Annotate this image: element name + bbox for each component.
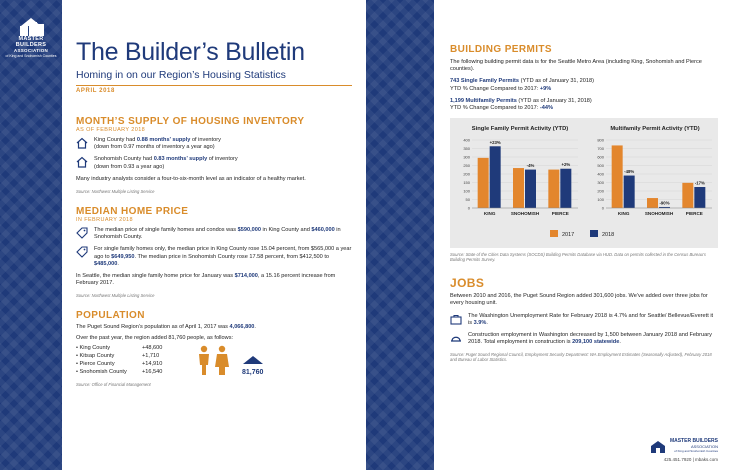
footer-logo bbox=[649, 439, 718, 454]
price-p2 bbox=[76, 246, 352, 268]
y-tick-label: 350 bbox=[463, 146, 470, 152]
bar-2017 bbox=[513, 168, 524, 208]
logo-line3: of King and Snohomish Counties bbox=[5, 54, 57, 58]
footer-brand2: ASSOCIATION bbox=[690, 444, 718, 449]
footer-brand1: MASTER BUILDERS bbox=[669, 438, 718, 444]
jobs-j1a: The Washington Unemployment Rate for February 2018 is 4.7% and for Seattle/ Bellevue/Everett it is bbox=[468, 312, 714, 326]
price-p2d: $485,000 bbox=[94, 260, 118, 267]
price-p3a: In Seattle, the median single family home price for January was bbox=[76, 273, 235, 280]
data-label: +23% bbox=[489, 140, 501, 146]
chart-title: Multifamily Permit Activity (YTD) bbox=[610, 126, 700, 133]
price-p2c: . The median price in Snohomish County rose 17.58 percent, from $412,500 to bbox=[134, 253, 330, 260]
y-tick-label: 200 bbox=[597, 188, 604, 194]
jobs-section bbox=[450, 276, 718, 362]
price-p2a: For single family homes only, the median price in King County rose 15.04 percent, from $565,000 a year ago to bbox=[94, 246, 352, 260]
pop-name: Kitsap County bbox=[79, 352, 115, 359]
x-tick-label: KING bbox=[483, 211, 496, 217]
price-p1b: $590,000 bbox=[237, 227, 261, 234]
bar-2018 bbox=[560, 169, 571, 208]
y-tick-label: 400 bbox=[463, 137, 470, 143]
hard-hat-icon bbox=[450, 332, 462, 344]
jobs-intro: Between 2010 and 2016, the Puget Sound Region added 301,600 jobs. We’ve added over three jobs for every housing unit. bbox=[450, 293, 708, 307]
list-item: • Kitsap County +1,710 bbox=[76, 352, 160, 359]
supply-note: Many industry analysts consider a four-to-six-month level as an indicator of a healthy market. bbox=[76, 175, 306, 182]
x-tick-label: KING bbox=[617, 211, 630, 217]
supply-source: Source: Northwest Multiple Listing Service bbox=[76, 189, 155, 195]
footer-brand3: of King and Snohomish Counties bbox=[674, 449, 718, 453]
y-tick-label: 700 bbox=[597, 146, 604, 152]
chart-title: Single Family Permit Activity (YTD) bbox=[471, 126, 569, 133]
permits-mf-c: YTD % Change Compared to 2017: bbox=[450, 105, 540, 112]
population-section bbox=[76, 310, 352, 386]
supply-sno-c: of inventory bbox=[207, 156, 238, 163]
pop-value: +48,600 bbox=[142, 344, 163, 351]
house-logo-icon bbox=[649, 440, 667, 454]
price-p1c: in King County and bbox=[261, 227, 312, 234]
permits-sf bbox=[450, 78, 718, 92]
bar-2018 bbox=[525, 170, 536, 208]
jobs-j2a: Construction employment in Washington decreased by 1,500 between January 2018 and February 2018. Total employment in construction is bbox=[468, 332, 712, 346]
list-item: • Snohomish County +16,540 bbox=[76, 368, 163, 375]
y-tick-label: 500 bbox=[597, 163, 604, 169]
left-column bbox=[62, 0, 366, 470]
pop-name: Pierce County bbox=[79, 360, 115, 367]
legend-swatch-2017 bbox=[550, 230, 558, 237]
price-heading: MEDIAN HOME PRICE bbox=[76, 206, 189, 218]
bar-2017 bbox=[647, 198, 658, 208]
page-subtitle: Homing in on our Region’s Housing Statistics bbox=[76, 69, 286, 81]
logo-line2: ASSOCIATION bbox=[13, 48, 49, 53]
y-tick-label: 600 bbox=[597, 154, 604, 160]
pop-name: King County bbox=[79, 344, 110, 351]
supply-sno-d: (down from 0.93 a year ago) bbox=[94, 163, 165, 170]
price-p3b: $714,000 bbox=[234, 273, 258, 280]
arrow-up-icon bbox=[243, 356, 263, 364]
permits-intro: The following building permit data is for the Seattle Metro Area (including King, Snohomish and Pierce counties). bbox=[450, 59, 702, 73]
population-list bbox=[76, 344, 186, 376]
left-blue-band bbox=[0, 0, 62, 470]
y-tick-label: 100 bbox=[463, 188, 470, 194]
bar-2018 bbox=[694, 187, 705, 208]
price-p1 bbox=[76, 227, 352, 241]
supply-snohomish bbox=[76, 156, 352, 170]
price-p2b: $649,950 bbox=[111, 253, 135, 260]
population-total-badge bbox=[242, 351, 263, 376]
price-p1d: $460,000 bbox=[311, 227, 335, 234]
bar-2017 bbox=[682, 183, 693, 208]
price-p1a: The median price of single family homes and condos was bbox=[94, 227, 238, 234]
y-tick-label: 50 bbox=[465, 197, 470, 203]
house-logo-icon bbox=[17, 18, 45, 36]
price-tag-icon bbox=[76, 227, 88, 239]
supply-heading: MONTH’S SUPPLY OF HOUSING INVENTORY bbox=[76, 116, 305, 127]
price-p3 bbox=[76, 273, 352, 287]
list-item: • King County +48,600 bbox=[76, 344, 163, 351]
mba-logo bbox=[3, 18, 59, 58]
data-label: -4% bbox=[526, 163, 535, 169]
permits-section bbox=[450, 44, 718, 112]
permits-mf bbox=[450, 98, 718, 112]
title-divider bbox=[76, 85, 352, 86]
page-title: The Builder’s Bulletin bbox=[76, 38, 305, 66]
x-tick-label: PIERCE bbox=[551, 211, 569, 217]
y-tick-label: 100 bbox=[597, 197, 604, 203]
permits-sf-d: +9% bbox=[539, 85, 552, 92]
pop-value: +16,540 bbox=[142, 368, 163, 375]
supply-sno-a: Snohomish County had bbox=[94, 156, 154, 163]
y-tick-label: 300 bbox=[597, 180, 604, 186]
price-subheading: IN FEBRUARY 2018 bbox=[76, 217, 133, 224]
permits-mf-a: 1,199 Multifamily Permits bbox=[450, 97, 517, 104]
permits-sf-b: (YTD as of January 31, 2018) bbox=[519, 78, 594, 85]
jobs-j1 bbox=[450, 313, 718, 327]
y-tick-label: 800 bbox=[597, 137, 604, 143]
supply-sno-b: 0.83 months’ supply bbox=[153, 156, 208, 163]
data-label: -48% bbox=[624, 169, 635, 175]
jobs-j1b: 3.9% bbox=[473, 319, 487, 326]
jobs-source: Source: Puget Sound Regional Council, Employment Security Department: WA Employment Estimates (Seasonally Adjusted), February 2018 and Bureau of Labor Statistics. bbox=[450, 352, 712, 363]
supply-king-a: King County had bbox=[94, 137, 137, 143]
pop-value: +1,710 bbox=[142, 352, 160, 359]
permits-charts-panel bbox=[450, 118, 718, 248]
population-p1b: 4,066,800 bbox=[229, 324, 255, 331]
permits-sf-a: 743 Single Family Permits bbox=[450, 78, 520, 85]
pop-value: +14,910 bbox=[142, 360, 163, 367]
population-p1 bbox=[76, 324, 352, 331]
bar-2018 bbox=[490, 147, 501, 209]
supply-section bbox=[76, 116, 352, 194]
jobs-j2b: 209,100 statewide bbox=[572, 339, 620, 346]
legend-2018: 2018 bbox=[602, 232, 615, 239]
list-item: • Pierce County +14,910 bbox=[76, 360, 163, 367]
population-source: Source: Office of Financial Management bbox=[76, 381, 151, 387]
permits-heading: BUILDING PERMITS bbox=[450, 44, 552, 55]
footer bbox=[649, 439, 718, 462]
population-p1a: The Puget Sound Region’s population as of April 1, 2017 was bbox=[76, 324, 230, 331]
y-tick-label: 200 bbox=[463, 171, 470, 177]
jobs-j2c: . bbox=[619, 339, 621, 346]
permits-mf-b: (YTD as of January 31, 2018) bbox=[516, 97, 592, 104]
price-p3c: , a 15.16 percent increase from February 2017. bbox=[76, 273, 336, 287]
footer-contact: 425.451.7920 | mbaks.com bbox=[663, 457, 718, 462]
price-p2e: . bbox=[117, 260, 119, 267]
data-label: +2% bbox=[561, 162, 571, 168]
logo-line1: MASTER BUILDERS bbox=[15, 36, 47, 48]
y-tick-label: 0 bbox=[467, 205, 470, 211]
price-p1e: in Snohomish County. bbox=[94, 227, 341, 241]
issue-date: APRIL 2018 bbox=[76, 88, 115, 94]
bar-2018 bbox=[624, 176, 635, 208]
population-total: 81,760 bbox=[242, 368, 264, 376]
bar-2017 bbox=[478, 158, 489, 208]
permits-mf-d: -44% bbox=[539, 105, 553, 112]
population-heading: POPULATION bbox=[76, 310, 145, 322]
population-p2: Over the past year, the region added 81,760 people, as follows: bbox=[76, 334, 234, 341]
permits-source: Source: State of the Cities Data Systems (SOCDS) Building Permits Database via HUD. Data on permits collected in the Census Bureau’s Building Permits Survey. bbox=[450, 252, 706, 263]
x-tick-label: SNOHOMISH bbox=[644, 211, 674, 217]
legend-swatch-2018 bbox=[590, 230, 598, 237]
jobs-j1c: . bbox=[486, 319, 488, 326]
data-label: -17% bbox=[694, 180, 705, 186]
legend-2017: 2017 bbox=[562, 232, 575, 239]
bar-2017 bbox=[612, 146, 623, 209]
y-tick-label: 250 bbox=[463, 163, 470, 169]
pop-name: Snohomish County bbox=[79, 368, 127, 375]
supply-king-d: (down from 0.97 months of inventory a year ago) bbox=[94, 144, 215, 151]
population-p1c: . bbox=[254, 324, 256, 331]
jobs-heading: JOBS bbox=[450, 276, 485, 291]
house-icon bbox=[76, 156, 88, 168]
right-column bbox=[434, 0, 730, 470]
jobs-j2 bbox=[450, 332, 718, 346]
y-tick-label: 400 bbox=[597, 171, 604, 177]
supply-king bbox=[76, 137, 352, 151]
bar-2017 bbox=[548, 170, 559, 208]
supply-king-c: of inventory bbox=[190, 137, 221, 143]
y-tick-label: 0 bbox=[601, 205, 604, 211]
y-tick-label: 300 bbox=[463, 154, 470, 160]
permits-charts bbox=[450, 118, 718, 248]
permits-sf-c: YTD % Change Compared to 2017: bbox=[450, 85, 540, 92]
supply-king-b: 0.88 months’ supply bbox=[136, 137, 191, 143]
people-icon bbox=[194, 344, 234, 376]
price-section bbox=[76, 206, 352, 298]
supply-subheading: AS OF FEBRUARY 2018 bbox=[76, 127, 146, 133]
price-tag-icon bbox=[76, 246, 88, 258]
y-tick-label: 150 bbox=[463, 180, 470, 186]
population-breakdown bbox=[76, 344, 352, 376]
data-label: -90% bbox=[659, 200, 670, 206]
x-tick-label: SNOHOMISH bbox=[510, 211, 540, 217]
house-icon bbox=[76, 137, 88, 149]
price-source: Source: Northwest Multiple Listing Service bbox=[76, 293, 155, 299]
briefcase-icon bbox=[450, 313, 462, 325]
middle-blue-band bbox=[366, 0, 434, 470]
x-tick-label: PIERCE bbox=[685, 211, 703, 217]
